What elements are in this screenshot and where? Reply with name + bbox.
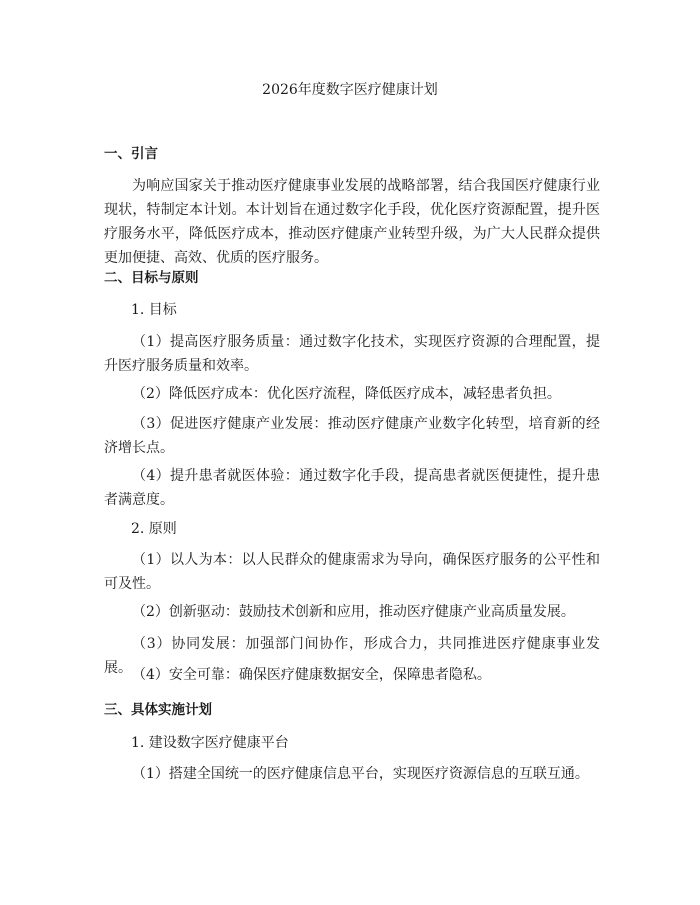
- plan-item: （1）搭建全国统一的医疗健康信息平台，实现医疗资源信息的互联互通。: [132, 766, 589, 782]
- principle-item: （4）安全可靠：确保医疗健康数据安全，保障患者隐私。: [132, 667, 491, 683]
- subsection-platform-label: 1. 建设数字医疗健康平台: [131, 735, 289, 751]
- subsection-principles-label: 2. 原则: [131, 521, 177, 537]
- document-title: 2026年度数字医疗健康计划: [262, 82, 438, 98]
- goal-item: （4）提升患者就医体验：通过数字化手段，提高患者就医便捷性，提升患者满意度。: [104, 468, 600, 508]
- principle-item: （3）协同发展：加强部门间协作，形成合力，共同推进医疗健康事业发展。: [104, 636, 600, 676]
- goal-item: （2）降低医疗成本：优化医疗流程，降低医疗成本，减轻患者负担。: [132, 386, 561, 402]
- subsection-goals-label: 1. 目标: [131, 302, 177, 318]
- principle-item: （1）以人为本：以人民群众的健康需求为导向，确保医疗服务的公平性和可及性。: [104, 552, 600, 592]
- goal-item: （1）提高医疗服务质量：通过数字化技术，实现医疗资源的合理配置，提升医疗服务质量和效率。: [104, 334, 600, 374]
- section-heading-intro: 一、引言: [104, 146, 158, 162]
- intro-paragraph: 为响应国家关于推动医疗健康事业发展的战略部署，结合我国医疗健康行业现状，特制定本计划。本计划旨在通过数字化手段，优化医疗资源配置，提升医疗服务水平，降低医疗成本，推动医疗健康产业转型升级，为广大人民群众提供更加便捷、高效、优质的医疗服务。: [104, 178, 600, 266]
- principle-item: （2）创新驱动：鼓励技术创新和应用，推动医疗健康产业高质量发展。: [132, 604, 575, 620]
- section-heading-plan: 三、具体实施计划: [104, 702, 212, 718]
- goal-item: （3）促进医疗健康产业发展：推动医疗健康产业数字化转型，培育新的经济增长点。: [104, 416, 600, 456]
- section-heading-goals: 二、目标与原则: [104, 270, 199, 286]
